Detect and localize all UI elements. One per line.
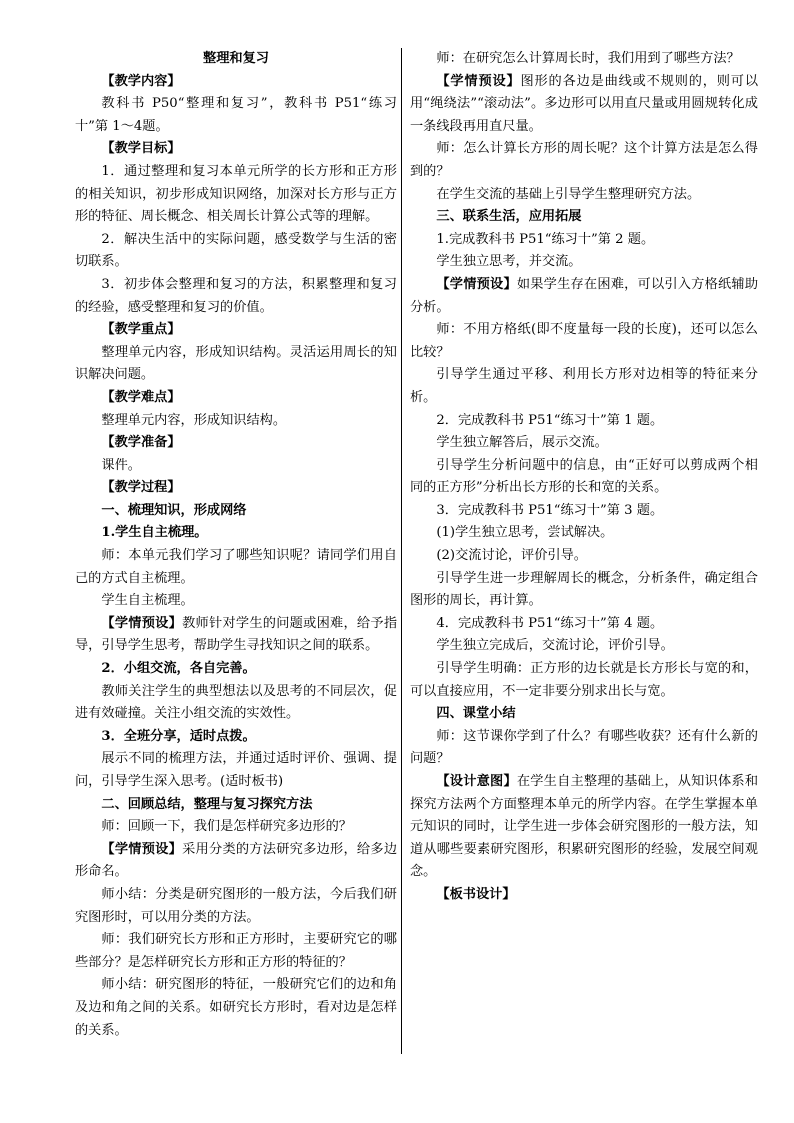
paragraph: 教师关注学生的典型想法以及思考的不同层次，促进有效碰撞。关注小组交流的实效性。 [75, 683, 397, 722]
paragraph: (1)学生独立思考，尝试解决。 [436, 525, 614, 541]
section-heading: 【教学内容】 [101, 73, 181, 89]
paragraph [410, 71, 758, 139]
paragraph: 师小结：研究图形的特征，一般研究它们的边和角及边和角之间的关系。如研究长方形时，看对边是怎样的关系。 [75, 977, 397, 1038]
document-title: 整理和复习 [203, 51, 269, 66]
paragraph: 整理单元内容，形成知识结构。 [101, 412, 287, 428]
paragraph: 师：不用方格纸(即不度量每一段的长度)，还可以怎么比较？ [410, 322, 758, 360]
paragraph: 学生自主梳理。 [101, 593, 194, 609]
section-heading: 二、回顾总结，整理与复习探究方法 [101, 796, 313, 812]
section-heading: 【教学目标】 [101, 141, 181, 157]
left-column [75, 48, 397, 1042]
section-heading: 1.学生自主梳理。 [101, 525, 208, 541]
section-heading: 【教学重点】 [101, 322, 181, 338]
paragraph: 引导学生分析问题中的信息，由“正好可以剪成两个相同的正方形”分析出长方形的长和宽的关系。 [410, 457, 758, 496]
inline-text: 图形的各边是曲线或不规则的，则可以用“绳绕法”“滚动法”。多边形可以用直尺量或用圆规转化成一条线段再用直尺量。 [410, 73, 759, 134]
section-heading: 【教学过程】 [101, 480, 181, 496]
paragraph: 师：这节课你学到了什么？有哪些收获？还有什么新的问题？ [410, 728, 758, 767]
section-heading: 【板书设计】 [436, 886, 516, 902]
inline-text: 在学生自主整理的基础上，从知识体系和探究方法两个方面整理本单元的所学内容。在学生掌握本单元知识的同时，让学生进一步体会研究图形的一般方法，知道从哪些要素研究图形，积累研究图形的经验，发展空间观念。 [410, 774, 759, 880]
paragraph: 展示不同的梳理方法，并通过适时评价、强调、提问，引导学生深入思考。(适时板书) [75, 751, 397, 789]
paragraph: 1.完成教科书 P51“练习十”第 2 题。 [436, 231, 655, 247]
paragraph: 师：我们研究长方形和正方形时，主要研究它的哪些部分？是怎样研究长方形和正方形的特征的？ [75, 932, 397, 970]
paragraph: 师：怎么计算长方形的周长呢？这个计算方法是怎么得到的？ [410, 141, 758, 179]
inline-text: 教师针对学生的问题或困难，给予指导，引导学生思考，帮助学生寻找知识之间的联系。 [75, 615, 398, 654]
paragraph: 课件。 [101, 457, 141, 473]
inline-label: 【设计意图】 [436, 774, 517, 789]
paragraph: 学生独立思考，并交流。 [436, 254, 582, 270]
paragraph: 教科书 P50“整理和复习”，教科书 P51“练习十”第 1～4题。 [75, 96, 397, 134]
paragraph: 师小结：分类是研究图形的一般方法，今后我们研究图形时，可以用分类的方法。 [75, 886, 397, 925]
paragraph: 3．完成教科书 P51“练习十”第 3 题。 [436, 502, 664, 518]
paragraph [410, 771, 758, 884]
column-divider [401, 48, 402, 1054]
paragraph: 整理单元内容，形成知识结构。灵活运用周长的知识解决问题。 [75, 344, 397, 383]
paragraph: 引导学生通过平移、利用长方形对边相等的特征来分析。 [410, 367, 758, 405]
inline-label: 【学情预设】 [101, 841, 183, 857]
section-heading: 3．全班分享，适时点拨。 [101, 728, 256, 744]
section-heading: 四、课堂小结 [436, 706, 516, 722]
paragraph: 学生独立完成后，交流讨论，评价引导。 [436, 638, 674, 654]
paragraph: 1．通过整理和复习本单元所学的长方形和正方形的相关知识，初步形成知识网络，加深对长方形与正方形的特征、周长概念、相关周长计算公式等的理解。 [75, 163, 397, 225]
section-heading: 三、联系生活，应用拓展 [436, 209, 582, 225]
paragraph: 2．完成教科书 P51“练习十”第 1 题。 [436, 412, 664, 428]
inline-label: 【学情预设】 [436, 276, 517, 292]
paragraph: (2)交流讨论，评价引导。 [436, 548, 587, 564]
right-column [410, 48, 758, 907]
paragraph: 师：回顾一下，我们是怎样研究多边形的？ [101, 819, 352, 835]
paragraph [75, 839, 397, 884]
paragraph: 师：在研究怎么计算周长时，我们用到了哪些方法？ [436, 51, 740, 66]
inline-label: 【学情预设】 [101, 615, 183, 631]
paragraph: 引导学生进一步理解周长的概念，分析条件，确定组合图形的周长，再计算。 [410, 570, 758, 609]
section-heading: 一、梳理知识，形成网络 [101, 502, 247, 518]
section-heading: 2．小组交流，各自完善。 [101, 661, 256, 677]
section-heading: 【教学难点】 [101, 389, 181, 405]
inline-label: 【学情预设】 [436, 73, 521, 89]
paragraph [410, 274, 758, 319]
inline-text: 如果学生存在困难，可以引入方格纸辅助分析。 [410, 276, 759, 315]
paragraph: 4．完成教科书 P51“练习十”第 4 题。 [436, 615, 664, 631]
paragraph: 学生独立解答后，展示交流。 [436, 435, 608, 451]
paragraph [75, 613, 397, 658]
section-heading: 【教学准备】 [101, 435, 181, 451]
paragraph: 师：本单元我们学习了哪些知识呢？请同学们用自己的方式自主梳理。 [75, 548, 397, 586]
paragraph: 2．解决生活中的实际问题，感受数学与生活的密切联系。 [75, 231, 397, 270]
paragraph: 引导学生明确：正方形的边长就是长方形长与宽的和，可以直接应用，不一定非要分别求出长与宽。 [410, 661, 758, 699]
paragraph: 3．初步体会整理和复习的方法，积累整理和复习的经验，感受整理和复习的价值。 [75, 276, 397, 315]
inline-text: 采用分类的方法研究多边形，给多边形命名。 [75, 841, 398, 880]
paragraph: 在学生交流的基础上引导学生整理研究方法。 [436, 186, 701, 202]
